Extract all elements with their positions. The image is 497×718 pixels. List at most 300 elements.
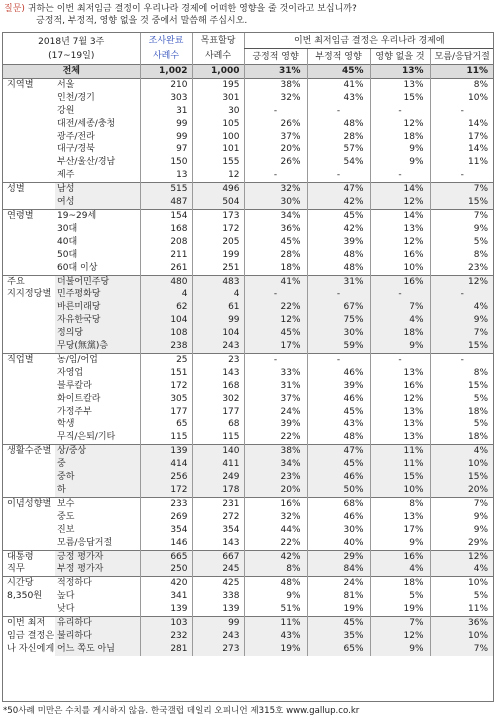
row-label: 대전/세종/충청 xyxy=(57,118,116,129)
value-negative: 46% xyxy=(307,367,370,380)
sample-count: 256 xyxy=(140,471,192,484)
table-row xyxy=(3,431,494,444)
target-count: 172 xyxy=(192,223,244,236)
target-count: 143 xyxy=(192,367,244,380)
value-positive: 26% xyxy=(244,156,307,169)
table-row xyxy=(3,78,494,91)
table-body xyxy=(3,65,494,656)
row-label: 보수 xyxy=(55,497,140,510)
total-no-effect: 13% xyxy=(370,65,430,79)
value-unknown: 20% xyxy=(430,484,494,497)
value-unknown: - xyxy=(430,288,494,301)
target-count: 99 xyxy=(192,314,244,327)
sample-count: 233 xyxy=(140,497,192,510)
value-no-effect: 16% xyxy=(370,275,430,288)
sample-header-bottom: 사례수 xyxy=(140,49,192,65)
value-positive: 23% xyxy=(244,471,307,484)
value-unknown: 17% xyxy=(430,131,494,144)
table-row xyxy=(3,471,494,484)
sample-count: 13 xyxy=(140,169,192,182)
total-negative: 45% xyxy=(307,65,370,79)
sample-count: 139 xyxy=(140,603,192,616)
target-count: 99 xyxy=(192,617,244,630)
col-unknown-header: 모름/응답거절 xyxy=(430,49,494,65)
value-positive: 48% xyxy=(244,577,307,590)
row-label: 자유한국당 xyxy=(55,314,140,327)
target-count: 168 xyxy=(192,380,244,393)
value-negative: - xyxy=(307,105,370,118)
value-negative: 48% xyxy=(307,249,370,262)
group-label xyxy=(3,577,55,617)
value-no-effect: 8% xyxy=(370,497,430,510)
table-row xyxy=(3,458,494,471)
value-unknown: 29% xyxy=(430,537,494,550)
value-no-effect: 17% xyxy=(370,524,430,537)
value-positive: 32% xyxy=(244,92,307,105)
target-count: 139 xyxy=(192,603,244,616)
row-label: 강원 xyxy=(57,105,75,116)
value-no-effect: 18% xyxy=(370,327,430,340)
sample-count: 487 xyxy=(140,196,192,209)
value-positive: 31% xyxy=(244,380,307,393)
target-count: 173 xyxy=(192,209,244,222)
value-unknown: 5% xyxy=(430,236,494,249)
period-header xyxy=(3,33,140,65)
value-unknown: 9% xyxy=(430,314,494,327)
row-label: 화이트칼라 xyxy=(57,393,101,404)
value-negative: - xyxy=(307,169,370,182)
value-negative: 46% xyxy=(307,511,370,524)
table-row xyxy=(3,630,494,643)
target-count: 245 xyxy=(192,563,244,576)
row-label: 60대 이상 xyxy=(57,262,98,273)
group-label-line: 직업별 xyxy=(7,353,34,365)
table-row xyxy=(3,393,494,406)
target-count: 68 xyxy=(192,418,244,431)
value-negative: 65% xyxy=(307,643,370,656)
value-positive: 22% xyxy=(244,431,307,444)
target-count: 483 xyxy=(192,275,244,288)
value-no-effect: 11% xyxy=(370,445,430,458)
target-count: 178 xyxy=(192,484,244,497)
value-positive: 26% xyxy=(244,118,307,131)
value-positive: 32% xyxy=(244,183,307,196)
value-unknown: 14% xyxy=(430,143,494,156)
target-count: 249 xyxy=(192,471,244,484)
target-count: 101 xyxy=(192,143,244,156)
total-positive: 31% xyxy=(244,65,307,79)
row-label: 블루칼라 xyxy=(57,380,92,391)
value-negative: 59% xyxy=(307,340,370,353)
table-row xyxy=(3,537,494,550)
table-row xyxy=(3,511,494,524)
sample-header-top: 조사완료 xyxy=(140,33,192,49)
value-negative: 45% xyxy=(307,406,370,419)
group-label-line: 연령별 xyxy=(7,209,34,221)
results-table xyxy=(3,33,494,656)
group-label xyxy=(3,209,55,275)
value-no-effect: 13% xyxy=(370,431,430,444)
value-positive: 38% xyxy=(244,78,307,91)
sample-count: 150 xyxy=(140,156,192,169)
sample-count: 354 xyxy=(140,524,192,537)
target-count: 496 xyxy=(192,183,244,196)
value-negative: 45% xyxy=(307,209,370,222)
sample-count: 269 xyxy=(140,511,192,524)
row-label: 부정 평가자 xyxy=(55,563,140,576)
value-negative: 54% xyxy=(307,156,370,169)
row-label: 30대 xyxy=(57,223,78,234)
sample-count: 665 xyxy=(140,550,192,563)
value-unknown: 9% xyxy=(430,524,494,537)
value-unknown: - xyxy=(430,353,494,366)
row-label: 가정주부 xyxy=(57,406,92,417)
value-unknown: 5% xyxy=(430,393,494,406)
value-positive: 34% xyxy=(244,458,307,471)
value-unknown: 11% xyxy=(430,156,494,169)
sample-count: 177 xyxy=(140,406,192,419)
value-negative: 24% xyxy=(307,577,370,590)
sample-count: 108 xyxy=(140,327,192,340)
value-positive: 37% xyxy=(244,131,307,144)
question-label: 질문) xyxy=(4,4,25,14)
value-negative: 35% xyxy=(307,630,370,643)
value-positive: 17% xyxy=(244,340,307,353)
value-negative: 42% xyxy=(307,223,370,236)
table-row xyxy=(3,236,494,249)
target-count: 301 xyxy=(192,92,244,105)
value-positive: 36% xyxy=(244,223,307,236)
sample-count: 103 xyxy=(140,617,192,630)
row-label: 중하 xyxy=(55,471,140,484)
value-negative: 75% xyxy=(307,314,370,327)
value-positive: 39% xyxy=(244,418,307,431)
value-unknown: 15% xyxy=(430,340,494,353)
sample-count: 515 xyxy=(140,183,192,196)
value-no-effect: - xyxy=(370,169,430,182)
value-unknown: - xyxy=(430,105,494,118)
table-row xyxy=(3,497,494,510)
row-label: 높다 xyxy=(57,591,75,602)
value-negative: 28% xyxy=(307,131,370,144)
value-unknown: 8% xyxy=(430,78,494,91)
sample-count: 4 xyxy=(140,288,192,301)
value-no-effect: 10% xyxy=(370,484,430,497)
table-row xyxy=(3,118,494,131)
table-row xyxy=(3,143,494,156)
table-row xyxy=(3,340,494,353)
row-label: 더불어민주당 xyxy=(55,275,140,288)
value-positive: 20% xyxy=(244,484,307,497)
value-unknown: 10% xyxy=(430,92,494,105)
table-row xyxy=(3,105,494,118)
value-no-effect: 13% xyxy=(370,78,430,91)
value-positive: 16% xyxy=(244,497,307,510)
sample-count: 172 xyxy=(140,484,192,497)
value-positive: 20% xyxy=(244,143,307,156)
table-row xyxy=(3,209,494,222)
value-no-effect: - xyxy=(370,288,430,301)
target-count: 143 xyxy=(192,537,244,550)
target-count: 251 xyxy=(192,262,244,275)
sample-count: 305 xyxy=(140,393,192,406)
table-row xyxy=(3,406,494,419)
value-negative: 81% xyxy=(307,590,370,603)
value-unknown: 14% xyxy=(430,118,494,131)
target-count: 354 xyxy=(192,524,244,537)
value-no-effect: 7% xyxy=(370,301,430,314)
sample-count: 211 xyxy=(140,249,192,262)
value-no-effect: 12% xyxy=(370,196,430,209)
value-no-effect: 12% xyxy=(370,236,430,249)
group-label-line: 지역별 xyxy=(7,78,34,90)
row-label: 부산/울산/경남 xyxy=(57,157,116,168)
value-unknown: 7% xyxy=(430,183,494,196)
value-unknown: 7% xyxy=(430,643,494,656)
table-row xyxy=(3,249,494,262)
group-label-line: 시간당 xyxy=(7,577,34,589)
sample-count: 99 xyxy=(140,118,192,131)
table-row xyxy=(3,183,494,196)
value-unknown: 7% xyxy=(430,209,494,222)
value-unknown: 18% xyxy=(430,406,494,419)
table-row xyxy=(3,327,494,340)
value-negative: 42% xyxy=(307,196,370,209)
sample-count: 208 xyxy=(140,236,192,249)
sample-count: 341 xyxy=(140,590,192,603)
row-label: 여성 xyxy=(55,196,140,209)
value-positive: 45% xyxy=(244,236,307,249)
target-count: 155 xyxy=(192,156,244,169)
row-label: 하 xyxy=(55,484,140,497)
value-negative: 45% xyxy=(307,617,370,630)
group-label-line: 임금 결정은 xyxy=(7,629,55,641)
group-label xyxy=(3,550,55,577)
group-label-line: 이번 최저 xyxy=(7,617,46,629)
value-no-effect: 11% xyxy=(370,458,430,471)
value-unknown: 8% xyxy=(430,367,494,380)
table-row xyxy=(3,617,494,630)
value-negative: 46% xyxy=(307,393,370,406)
value-positive: 30% xyxy=(244,196,307,209)
sample-count: 303 xyxy=(140,92,192,105)
sample-count: 420 xyxy=(140,577,192,590)
row-label: 낮다 xyxy=(57,604,75,615)
value-unknown: 10% xyxy=(430,630,494,643)
group-label-line: 지지정당별 xyxy=(7,288,52,300)
sample-count: 146 xyxy=(140,537,192,550)
value-negative: 47% xyxy=(307,445,370,458)
value-unknown: 4% xyxy=(430,301,494,314)
sample-count: 65 xyxy=(140,418,192,431)
target-count: 199 xyxy=(192,249,244,262)
group-label-line: 주요 xyxy=(7,275,25,287)
row-label: 중 xyxy=(55,458,140,471)
value-no-effect: 18% xyxy=(370,131,430,144)
value-negative: - xyxy=(307,353,370,366)
value-no-effect: 13% xyxy=(370,367,430,380)
value-no-effect: 10% xyxy=(370,262,430,275)
target-count: 243 xyxy=(192,340,244,353)
value-positive: - xyxy=(244,288,307,301)
value-unknown: 10% xyxy=(430,577,494,590)
value-unknown: - xyxy=(430,169,494,182)
sample-count: 115 xyxy=(140,431,192,444)
value-no-effect: 16% xyxy=(370,249,430,262)
table-row xyxy=(3,524,494,537)
value-unknown: 36% xyxy=(430,617,494,630)
target-count: 273 xyxy=(192,643,244,656)
value-no-effect: 4% xyxy=(370,563,430,576)
sample-count: 232 xyxy=(140,630,192,643)
row-label: 광주/전라 xyxy=(57,131,95,142)
value-positive: - xyxy=(244,169,307,182)
target-count: 100 xyxy=(192,131,244,144)
row-label: 정의당 xyxy=(55,327,140,340)
value-negative: 19% xyxy=(307,603,370,616)
value-no-effect: 9% xyxy=(370,537,430,550)
sample-count: 238 xyxy=(140,340,192,353)
period-line-1: 2018년 7월 3주 xyxy=(38,36,105,47)
value-negative: 50% xyxy=(307,484,370,497)
value-negative: 41% xyxy=(307,78,370,91)
value-no-effect: - xyxy=(370,105,430,118)
value-unknown: 9% xyxy=(430,511,494,524)
value-unknown: 23% xyxy=(430,262,494,275)
sample-count: 281 xyxy=(140,643,192,656)
sample-count: 104 xyxy=(140,314,192,327)
value-positive: 11% xyxy=(244,617,307,630)
target-count: 302 xyxy=(192,393,244,406)
target-count: 667 xyxy=(192,550,244,563)
table-row xyxy=(3,445,494,458)
row-label: 바른미래당 xyxy=(55,301,140,314)
group-label xyxy=(3,445,55,498)
row-label: 자영업 xyxy=(57,367,84,378)
target-count: 23 xyxy=(192,353,244,366)
value-positive: 51% xyxy=(244,603,307,616)
value-positive: 18% xyxy=(244,262,307,275)
row-label: 유리하다 xyxy=(55,617,140,630)
table-row xyxy=(3,314,494,327)
sample-count: 62 xyxy=(140,301,192,314)
table-row xyxy=(3,418,494,431)
target-count: 105 xyxy=(192,118,244,131)
value-negative: - xyxy=(307,288,370,301)
table-row xyxy=(3,643,494,656)
table-row xyxy=(3,603,494,616)
total-unknown: 11% xyxy=(430,65,494,79)
table-row xyxy=(3,577,494,590)
value-unknown: 7% xyxy=(430,497,494,510)
sample-count: 261 xyxy=(140,262,192,275)
question-text xyxy=(4,3,494,27)
value-positive: 22% xyxy=(244,537,307,550)
value-positive: 22% xyxy=(244,301,307,314)
value-no-effect: 13% xyxy=(370,418,430,431)
row-label: 중도 xyxy=(57,511,75,522)
value-positive: 42% xyxy=(244,550,307,563)
row-label: 학생 xyxy=(57,419,75,430)
value-negative: 30% xyxy=(307,524,370,537)
row-label: 제주 xyxy=(57,170,75,181)
target-count: 272 xyxy=(192,511,244,524)
value-no-effect: 14% xyxy=(370,209,430,222)
sample-count: 25 xyxy=(140,353,192,366)
value-positive: 45% xyxy=(244,327,307,340)
group-label-line: 대통령 xyxy=(7,550,34,562)
value-no-effect: 5% xyxy=(370,590,430,603)
value-positive: 34% xyxy=(244,209,307,222)
value-positive: 19% xyxy=(244,643,307,656)
sample-count: 250 xyxy=(140,563,192,576)
value-positive: 37% xyxy=(244,393,307,406)
value-negative: 43% xyxy=(307,92,370,105)
value-positive: 33% xyxy=(244,367,307,380)
table-row xyxy=(3,367,494,380)
value-positive: 9% xyxy=(244,590,307,603)
table-row xyxy=(3,275,494,288)
question-line-1: 귀하는 이번 최저임금 결정이 우리나라 경제에 어떠한 영향을 줄 것이라고 보십니까? xyxy=(27,4,357,14)
value-positive: 38% xyxy=(244,445,307,458)
row-label: 진보 xyxy=(57,524,75,535)
row-label: 50대 xyxy=(57,249,78,260)
table-row xyxy=(3,484,494,497)
sample-count: 31 xyxy=(140,105,192,118)
target-count: 231 xyxy=(192,497,244,510)
value-no-effect: 15% xyxy=(370,92,430,105)
value-negative: 84% xyxy=(307,563,370,576)
value-no-effect: 9% xyxy=(370,340,430,353)
sample-count: 168 xyxy=(140,223,192,236)
row-label: 모름/응답거절 xyxy=(57,537,113,548)
target-count: 12 xyxy=(192,169,244,182)
sample-count: 172 xyxy=(140,380,192,393)
value-negative: 47% xyxy=(307,183,370,196)
value-unknown: 15% xyxy=(430,471,494,484)
value-no-effect: 19% xyxy=(370,603,430,616)
value-positive: 24% xyxy=(244,406,307,419)
value-negative: 67% xyxy=(307,301,370,314)
table-row xyxy=(3,131,494,144)
value-no-effect: 14% xyxy=(370,183,430,196)
col-positive-header: 긍정적 영향 xyxy=(244,49,307,65)
table-row xyxy=(3,301,494,314)
table-row xyxy=(3,550,494,563)
value-negative: 68% xyxy=(307,497,370,510)
value-unknown: 8% xyxy=(430,249,494,262)
row-label: 적정하다 xyxy=(55,577,140,590)
target-count: 338 xyxy=(192,590,244,603)
period-line-2: (17~19일) xyxy=(48,50,95,61)
target-count: 425 xyxy=(192,577,244,590)
target-header-bottom: 사례수 xyxy=(192,49,244,65)
table-row xyxy=(3,288,494,301)
table-row xyxy=(3,262,494,275)
value-unknown: 12% xyxy=(430,550,494,563)
value-unknown: 10% xyxy=(430,458,494,471)
col-no-effect-header: 영향 없을 것 xyxy=(370,49,430,65)
value-unknown: 4% xyxy=(430,563,494,576)
value-unknown: 9% xyxy=(430,223,494,236)
sample-count: 97 xyxy=(140,143,192,156)
group-label xyxy=(3,275,55,353)
value-no-effect: 13% xyxy=(370,511,430,524)
value-no-effect: 7% xyxy=(370,617,430,630)
table-row xyxy=(3,563,494,576)
value-positive: 8% xyxy=(244,563,307,576)
total-sample: 1,002 xyxy=(140,65,192,79)
